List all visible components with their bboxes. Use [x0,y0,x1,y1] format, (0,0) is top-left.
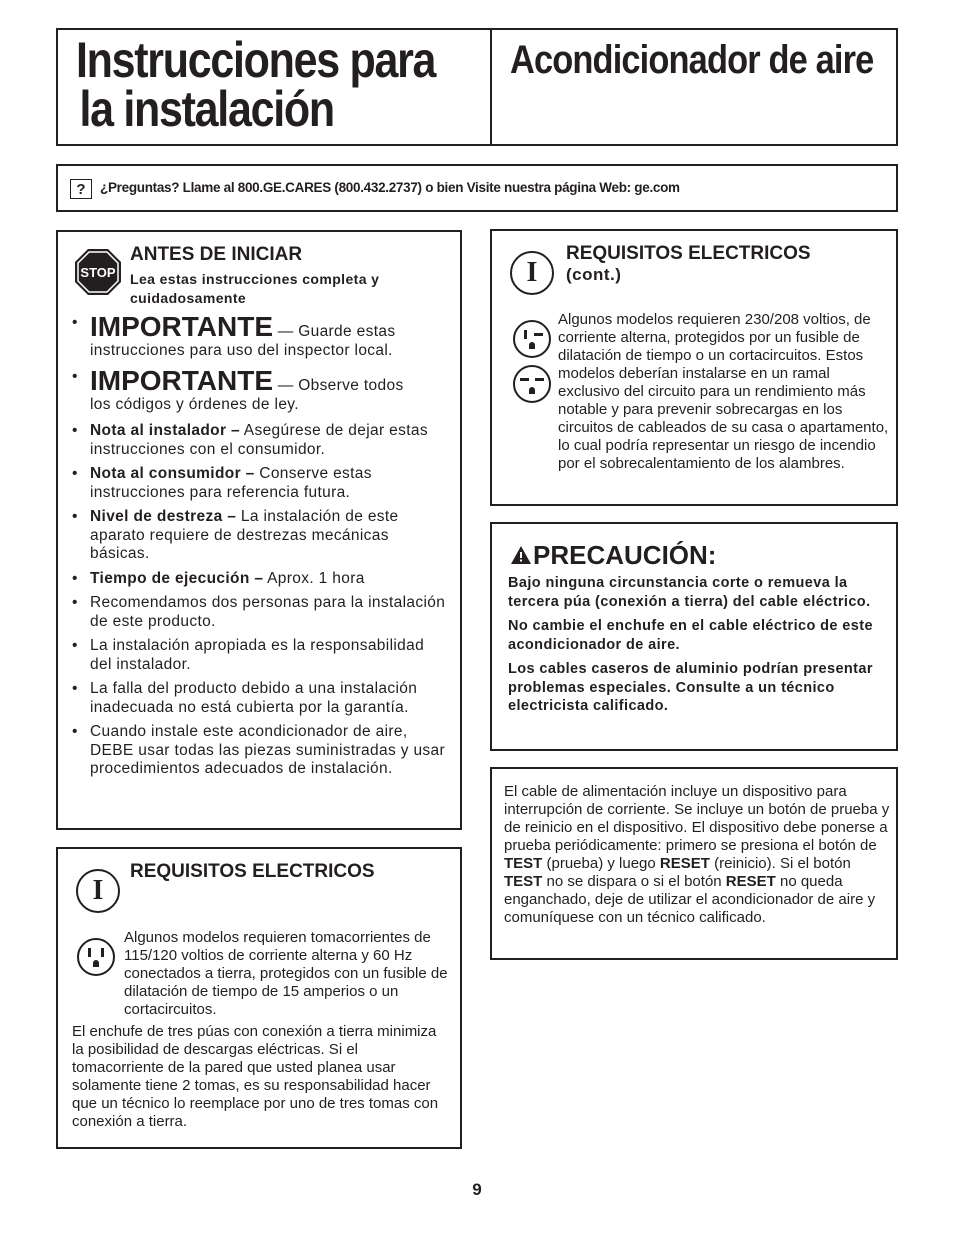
before-list [58,311,450,785]
list-item: • Recomendamos dos personas para la instalación de este producto. [58,594,450,631]
electrical-paragraph-2: El enchufe de tres púas con conexión a tierra minimiza la posibilidad de descargas eléctricas. Si el tomacorriente de la pared que usted planea usar solamente tiene 2 tomas, es su responsabilidad hacer que un técnico lo reemplace por uno de tres tomas con conexión a tierra. [72,1023,439,1130]
list-item-bold: Nivel de destreza – [90,508,237,525]
cord-text: no se dispara o si el botón [542,873,726,890]
list-item-text: Aprox. 1 hora [263,569,365,587]
title-box [56,28,492,146]
power-cord-box [490,767,898,960]
test-label: TEST [504,873,543,890]
electrical-title: REQUISITOS ELECTRICOS [130,861,375,882]
list-item: • La instalación apropiada es la responsabilidad del instalador. [58,637,450,674]
caution-paragraph-3: Los cables caseros de aluminio podrían presentar problemas especiales. Consulte a un técnico electricista calificado. [508,661,873,714]
electrical-cont-title [566,243,811,285]
before-subtitle-line-1: Lea estas instrucciones completa y [130,271,380,287]
important-label: IMPORTANTE [90,365,274,396]
before-you-begin-box [56,230,462,830]
list-item [58,508,450,564]
stop-sign-icon [74,248,122,296]
reset-label: RESET [725,873,776,890]
important-text-1b: instrucciones para uso del inspector local. [90,341,393,359]
outlet-230v-icon [512,319,552,359]
info-icon: I [510,251,554,295]
caution-paragraph-1: Bajo ninguna circunstancia corte o remueva la tercera púa (conexión a tierra) del cable eléctrico. [508,575,871,610]
caution-heading [510,540,716,571]
list-item-bold: Tiempo de ejecución – [90,569,264,587]
question-icon: ? [70,179,92,199]
list-item-text: Asegúrese de dejar estas instrucciones con el consumidor. [90,422,428,458]
electrical-cont-paragraph: Algunos modelos requieren 230/208 voltios, de corriente alterna, protegidos por un fusible de dilatación de tiempo o un cortacircuitos. Estos modelos deberían instalarse en un ramal exclusivo del circuito para un rendimiento más notable y para prevenir sobrecargas en los circuitos de cableados de su casa o apartamento, lo cual podría representar un riesgo de incendio por el sobrecalentamiento de los alambres. [558,311,889,472]
electrical-requirements-box [56,847,462,1149]
list-item-text: La instalación de este aparato requiere de destrezas mecánicas básicas. [90,508,399,562]
list-item [58,570,450,589]
product-box [490,28,898,146]
electrical-cont-title-line-2: (cont.) [566,265,622,284]
caution-text [508,574,888,716]
outlet-208v-icon [512,364,552,404]
questions-text: ¿Preguntas? Llame al 800.GE.CARES (800.432.2737) o bien Visite nuestra página Web: ge.com [100,180,680,195]
cord-text: El cable de alimentación incluye un dispositivo para interrupción de corriente. Se incluye un botón de prueba y de reinicio en el dispositivo. El dispositivo debe ponerse a prueba periódicamente: primero se presiona el botón de [504,783,890,854]
grounded-outlet-icon [76,937,116,977]
caution-title: PRECAUCIÓN: [533,540,717,570]
electrical-paragraph-1: Algunos modelos requieren tomacorrientes de 115/120 voltios de corriente alterna y 60 Hz conectados a tierra, protegidos con un fusible de dilatación de tiempo de 15 amperios o un cortacircuitos. [124,929,448,1018]
electrical-requirements-cont-box [490,229,898,506]
power-cord-paragraph [504,783,890,927]
cord-text: (reinicio). Si el botón [709,855,851,872]
important-text-2a: — Observe todos [273,377,404,394]
questions-bar [56,164,898,212]
cord-text: no queda enganchado, deje de utilizar el acondicionador de aire y comuníquese con un técnico calificado. [504,873,876,926]
electrical-cont-title-line-1: REQUISITOS ELECTRICOS [566,243,811,264]
list-item [58,422,450,459]
list-item-bold: Nota al consumidor – [90,465,255,482]
page-number: 9 [472,1180,482,1199]
list-item: • Cuando instale este acondicionador de aire, DEBE usar todas las piezas suministradas y usar procedimientos adecuados de instalación. [58,723,450,779]
important-item-2 [58,365,450,414]
before-subtitle-line-2: cuidadosamente [130,290,247,306]
cord-text: (prueba) y luego [542,855,660,872]
important-label: IMPORTANTE [90,311,274,342]
test-label: TEST [504,855,543,872]
before-title: ANTES DE INICIAR [130,244,303,265]
reset-label: RESET [659,855,710,872]
list-item-text: Conserve estas instrucciones para referencia futura. [90,465,372,501]
list-item [58,465,450,502]
warning-icon [510,545,532,565]
caution-box [490,522,898,751]
list-item: • La falla del producto debido a una instalación inadecuada no está cubierta por la garantía. [58,680,450,717]
caution-paragraph-2: No cambie el enchufe en el cable eléctrico de este acondicionador de aire. [508,618,873,653]
important-text-2b: los códigos y órdenes de ley. [90,395,299,413]
list-item-bold: Nota al instalador – [90,422,240,439]
important-text-1a: — Guarde estas [273,323,396,340]
product-title: Acondicionador de aire [510,38,874,82]
important-item-1 [58,311,450,360]
svg-text:STOP: STOP [80,265,116,280]
info-icon: I [76,869,120,913]
before-subtitle [130,270,379,308]
page-title [76,32,436,137]
title-line-1: Instrucciones para [76,32,436,88]
title-line-2: la instalación [79,81,334,137]
